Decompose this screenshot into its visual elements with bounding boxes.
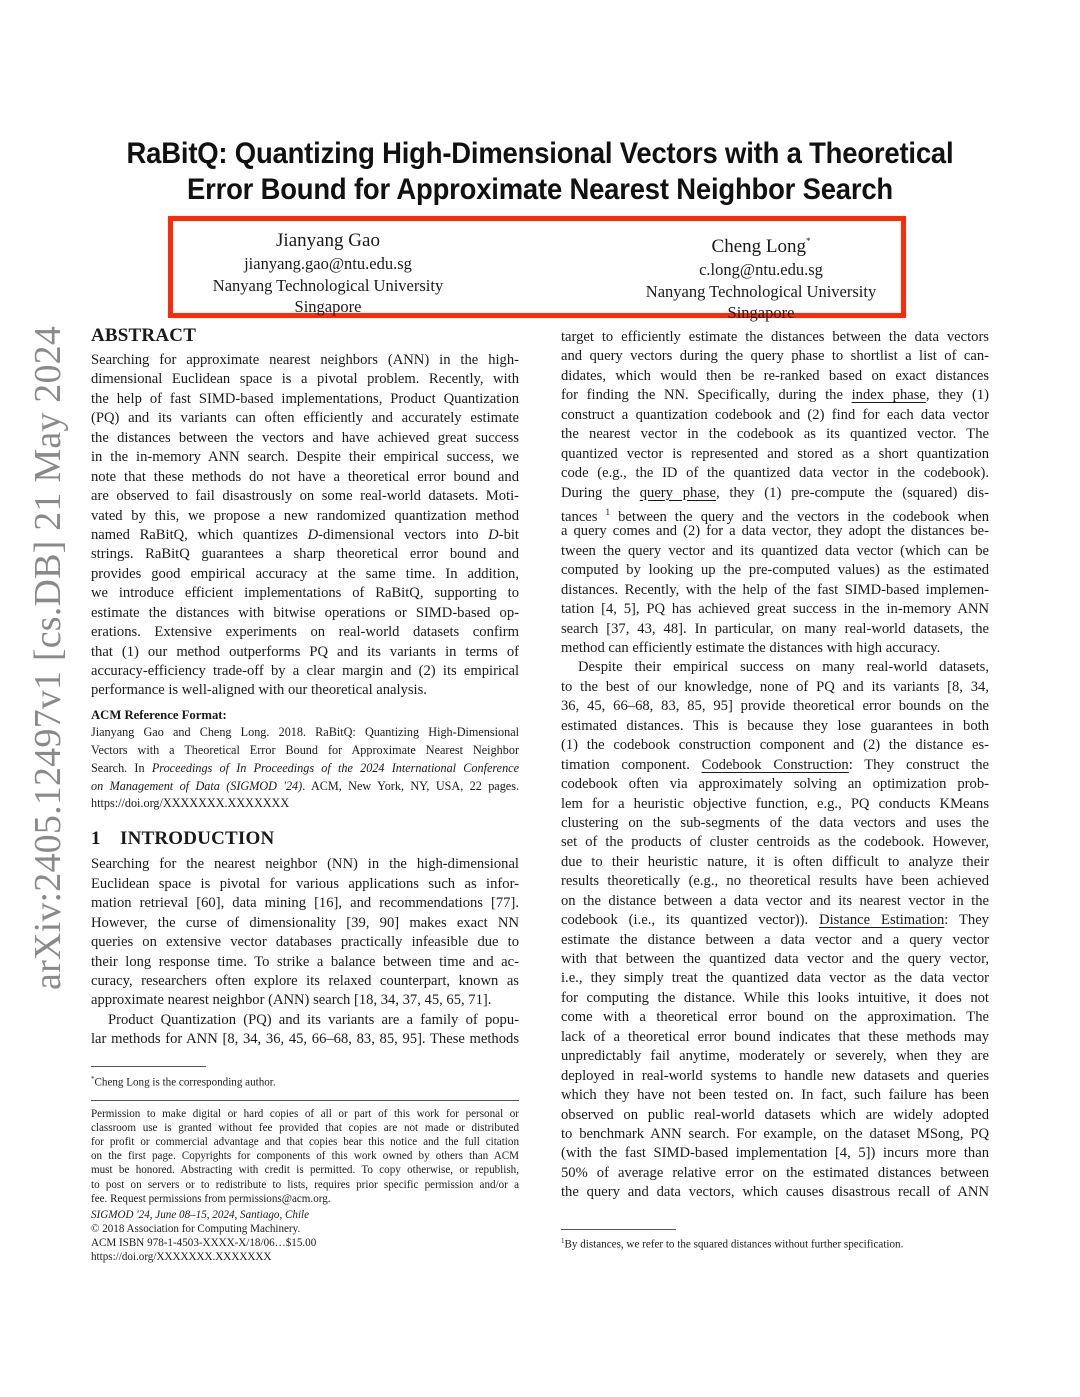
abstract-text: named RaBitQ, which quantizes bbox=[91, 526, 308, 543]
abstract-line: provides good empirical accuracy at the same time. In addition, bbox=[91, 565, 519, 582]
venue-text: SIGMOD '24, June 08–15, 2024, Santiago, Chile bbox=[91, 1208, 310, 1221]
permission-block bbox=[91, 1107, 519, 1206]
paragraph-text: codebook (i.e., its quantized vector)). bbox=[561, 912, 820, 929]
underlined-term: Distance Estimation bbox=[819, 912, 945, 929]
abstract-line: the distances between the vectors and have achieved great success bbox=[91, 429, 519, 446]
paragraph-line: didates, which would then be re-ranked based on exact distances bbox=[561, 367, 989, 384]
footnote-mark: * bbox=[91, 1074, 95, 1083]
arxiv-identifier-stamp: arXiv:2405.12497v1 [cs.DB] 21 May 2024 bbox=[27, 325, 69, 990]
paragraph-line: Product Quantization (PQ) and its variants are a family of popu- bbox=[108, 1011, 519, 1028]
reference-doi-link[interactable]: https://doi.org/XXXXXXX.XXXXXXX bbox=[91, 796, 290, 811]
paragraph-line: clustering on the sub-segments of the data vectors and uses the bbox=[561, 814, 989, 831]
paragraph-text: : They construct the bbox=[848, 756, 989, 773]
author-affiliation: Nanyang Technological University bbox=[212, 275, 444, 295]
paragraph-line: deployed in real-world systems to handle new datasets and queries bbox=[561, 1067, 989, 1084]
paragraph-line: come with a theoretical error bound on the approximation. The bbox=[561, 1009, 989, 1026]
paragraph-line: observed on public real-world datasets which are widely adopted bbox=[561, 1106, 989, 1123]
author-affiliation: Nanyang Technological University bbox=[645, 281, 877, 301]
author-email[interactable]: jianyang.gao@ntu.edu.sg bbox=[244, 254, 412, 273]
paragraph-line: and query vectors during the query phase to shortlist a list of can- bbox=[561, 348, 989, 365]
reference-line: Jianyang Gao and Cheng Long. 2018. RaBitQ: Quantizing High-Dimensional bbox=[91, 724, 519, 739]
footnote-distance bbox=[561, 1234, 989, 1252]
permission-line: classroom use is granted without fee provided that copies are not made or distributed bbox=[91, 1121, 519, 1134]
author-email[interactable]: c.long@ntu.edu.sg bbox=[699, 260, 823, 279]
paragraph-line: to benchmark ANN search. For example, on the dataset MSong, PQ bbox=[561, 1125, 989, 1142]
acm-reference bbox=[91, 707, 519, 813]
math-variable: D bbox=[307, 526, 319, 543]
reference-venue: Proceedings of In Proceedings of the 2024 International Conference bbox=[151, 760, 520, 775]
permission-line: Permission to make digital or hard copies of all or part of this work for personal or bbox=[91, 1107, 519, 1120]
paragraph-line: (1) the codebook construction component and (2) the distance es- bbox=[561, 737, 989, 754]
paragraph-line: estimated distances. This is because they lose guarantees in both bbox=[561, 717, 989, 734]
abstract-line: erations. Extensive experiments on real-world datasets confirm bbox=[91, 624, 519, 641]
abstract-line: we introduce efficient implementations of RaBitQ, supporting to bbox=[91, 585, 519, 602]
author-name: Jianyang Gao bbox=[276, 230, 380, 251]
paragraph-line: queries on extensive vector databases practically infeasible due to bbox=[91, 934, 519, 951]
abstract-line: dimensional Euclidean space is a pivotal problem. Recently, with bbox=[91, 371, 519, 388]
paragraph-line: mation retrieval [60], data mining [16], and recommendations [77]. bbox=[91, 895, 519, 912]
paragraph-line: method can efficiently estimate the distances with high accuracy. bbox=[561, 640, 941, 656]
paragraph-line: lack of a theoretical error bound indicates that these methods may bbox=[561, 1028, 989, 1045]
permission-line: must be honored. Abstracting with credit is permitted. To copy otherwise, or republish, bbox=[91, 1164, 519, 1177]
author-block bbox=[158, 229, 498, 318]
author-name: Cheng Long bbox=[711, 236, 806, 257]
permission-line: on the first page. Copyrights for components of this work owned by others than ACM bbox=[91, 1150, 519, 1163]
abstract-line: are observed to fail disastrously on some real-world datasets. Moti- bbox=[91, 488, 519, 505]
abstract-line: that (1) our method outperforms PQ and its variants in terms of bbox=[91, 643, 519, 660]
authors-highlight-box bbox=[168, 216, 906, 322]
right-column bbox=[561, 328, 989, 1252]
author-country: Singapore bbox=[727, 303, 795, 322]
underlined-term: index phase bbox=[851, 387, 926, 404]
reference-text: Search. In bbox=[91, 760, 152, 775]
doi-link[interactable]: https://doi.org/XXXXXXX.XXXXXXX bbox=[91, 1251, 272, 1264]
footnote-mark: 1 bbox=[561, 1236, 565, 1245]
abstract-line: (PQ) and its variants can often efficiently and accurately estimate bbox=[91, 410, 519, 427]
author-country: Singapore bbox=[294, 297, 362, 316]
paragraph-line bbox=[561, 911, 989, 930]
paragraph-line: 50% of average relative error on the estimated distances between bbox=[561, 1164, 989, 1181]
reference-text: . ACM, New York, NY, USA, 22 pages. bbox=[302, 778, 520, 793]
copyright-line: © 2018 Association for Computing Machinery. bbox=[91, 1223, 301, 1236]
reference-line: Vectors with a Theoretical Error Bound for Approximate Nearest Neighbor bbox=[91, 742, 519, 757]
paragraph-line: curacy, researchers often explore its relaxed counterpart, known as bbox=[91, 972, 519, 989]
paragraph-text: timation component. bbox=[561, 756, 702, 773]
paragraph-line: tation [4, 5], PQ has achieved great success in the in-memory ANN bbox=[561, 601, 989, 618]
introduction-left-body bbox=[91, 855, 519, 1049]
author-block bbox=[591, 229, 931, 324]
acm-reference-heading: ACM Reference Format: bbox=[91, 707, 227, 722]
abstract-line: vated by this, we propose a new randomized quantization method bbox=[91, 507, 519, 524]
paragraph-line: i.e., they simply treat the quantized data vector as the data vector bbox=[561, 970, 989, 987]
permission-meta bbox=[91, 1208, 519, 1265]
paragraph-line: target to efficiently estimate the distances between the data vectors bbox=[561, 329, 989, 345]
permission-line: for profit or commercial advantage and that copies bear this notice and the full citation bbox=[91, 1135, 519, 1148]
paragraph-line: the query and data vectors, which causes disastrous recall of ANN bbox=[561, 1184, 989, 1201]
paragraph-line: which they have not been tested on. In fact, such failure has been bbox=[561, 1087, 989, 1104]
reference-line bbox=[91, 778, 519, 796]
footnote-text: By distances, we refer to the squared distances without further specification. bbox=[564, 1238, 904, 1251]
abstract-line: performance is well-aligned with our theoretical analysis. bbox=[91, 682, 427, 699]
paragraph-line: code (e.g., the ID of the quantized data vector in the codebook). bbox=[561, 465, 989, 482]
abstract-heading: ABSTRACT bbox=[91, 325, 197, 346]
paragraph-line: Despite their empirical success on many real-world datasets, bbox=[578, 659, 989, 676]
footnote-corresponding bbox=[91, 1072, 519, 1090]
paragraph-line: to the best of our knowledge, none of PQ and its variants [8, 34, bbox=[561, 678, 989, 695]
paper-title bbox=[94, 136, 987, 208]
reference-line bbox=[91, 760, 519, 778]
paragraph-line: results theoretically (e.g., no theoretical results have been achieved bbox=[561, 873, 989, 890]
abstract-text: -bit bbox=[498, 526, 519, 543]
abstract-line: in the in-memory ANN search. Despite their empirical success, we bbox=[91, 449, 519, 466]
paragraph-line: lar methods for ANN [8, 34, 36, 45, 66–68, 83, 85, 95]. These methods bbox=[91, 1031, 519, 1048]
paragraph-line: Euclidean space is pivotal for various applications such as infor- bbox=[91, 875, 519, 892]
paragraph-line: their long response time. To strike a balance between time and ac- bbox=[91, 953, 519, 970]
section-number: 1 bbox=[91, 828, 101, 850]
paragraph-line bbox=[561, 386, 989, 405]
abstract-body bbox=[91, 351, 519, 701]
permission-line: fee. Request permissions from permissions@acm.org. bbox=[91, 1192, 331, 1205]
math-variable: D bbox=[488, 526, 499, 543]
paragraph-line: quantized vector is represented and stored as a short quantization bbox=[561, 445, 989, 462]
left-column bbox=[91, 325, 519, 1265]
isbn-line: ACM ISBN 978-1-4503-XXXX-X/18/06…$15.00 bbox=[91, 1237, 317, 1250]
paragraph-line: on the distance between a data vector and its nearest vector in the bbox=[561, 892, 989, 909]
paragraph-text: tances bbox=[561, 508, 606, 525]
paragraph-text: During the bbox=[561, 484, 640, 501]
footnote-text: Cheng Long is the corresponding author. bbox=[94, 1076, 276, 1089]
footnote-rule bbox=[91, 1066, 206, 1067]
footnote-ref[interactable]: 1 bbox=[605, 506, 611, 517]
paragraph-line: codebook often via approximately solving an optimization prob- bbox=[561, 776, 989, 793]
paragraph-line: approximate nearest neighbor (ANN) search [18, 34, 37, 45, 65, 71]. bbox=[91, 992, 492, 1009]
abstract-line: strings. RaBitQ guarantees a sharp theoretical error bound and bbox=[91, 546, 519, 563]
abstract-line: the help of fast SIMD-based implementations, Product Quantization bbox=[91, 390, 519, 407]
permission-rule bbox=[91, 1100, 519, 1101]
paragraph-line: computed by looking up the pre-computed values) as the estimated bbox=[561, 562, 989, 579]
paragraph-line: lem for a heuristic objective function, e.g., PQ conducts KMeans bbox=[561, 795, 989, 812]
footnote-rule bbox=[561, 1229, 676, 1230]
introduction-right-body bbox=[561, 328, 989, 1203]
paragraph-line: set of the products of cluster centroids as the codebook. However, bbox=[561, 834, 989, 851]
underlined-term: Codebook Construction bbox=[701, 756, 849, 773]
abstract-line: note that these methods do not have a theoretical error bound and bbox=[91, 468, 519, 485]
abstract-line: Searching for approximate nearest neighbors (ANN) in the high- bbox=[91, 352, 519, 368]
paragraph-text: , they (1) bbox=[925, 387, 989, 404]
paragraph-line: with that between the quantized data vector and the query vector, bbox=[561, 951, 989, 967]
corresponding-author-mark: * bbox=[805, 236, 811, 246]
abstract-line bbox=[91, 526, 519, 545]
paragraph-line: for computing the distance. While this looks intuitive, it does not bbox=[561, 989, 989, 1006]
paragraph-line: Searching for the nearest neighbor (NN) in the high-dimensional bbox=[91, 856, 519, 873]
paragraph-line: 36, 45, 66–68, 83, 85, 95] provide theoretical error bounds on the bbox=[561, 698, 989, 715]
paragraph-line: tween the query vector and its quantized data vector (which can be bbox=[561, 542, 989, 559]
paragraph-text: for finding the NN. Specifically, during the bbox=[561, 387, 852, 404]
section-title: INTRODUCTION bbox=[120, 828, 275, 850]
paragraph-line bbox=[561, 484, 989, 503]
permission-line: to post on servers or to redistribute to lists, requires prior specific permission and/or a bbox=[91, 1178, 519, 1191]
abstract-line: estimate the distances with bitwise operations or SIMD-based op- bbox=[91, 604, 519, 621]
paragraph-line bbox=[561, 756, 989, 775]
acm-reference-body bbox=[91, 724, 519, 813]
title-line: Error Bound for Approximate Nearest Neighbor Search bbox=[186, 173, 893, 206]
paragraph-line: unpredictably fail anytime, moderately or severely, when they are bbox=[561, 1048, 989, 1065]
paragraph-text: between the query and the vectors in the codebook when bbox=[610, 508, 989, 525]
reference-venue: on Management of Data (SIGMOD '24) bbox=[91, 778, 303, 793]
paragraph-line: a query comes and (2) for a data vector, they adopt the distances be- bbox=[561, 523, 989, 540]
abstract-line: accuracy-efficiency trade-off by a clear margin and (2) its empirical bbox=[91, 663, 519, 679]
paragraph-line: However, the curse of dimensionality [39, 90] makes exact NN bbox=[91, 914, 519, 931]
author-name-line bbox=[591, 229, 931, 259]
paragraph-line: due to their heuristic nature, it is often difficult to analyze their bbox=[561, 853, 989, 870]
abstract-text: -dimensional vectors into bbox=[318, 526, 489, 543]
paragraph-line: construct a quantization codebook and (2) find for each data vector bbox=[561, 406, 989, 423]
conference-venue bbox=[91, 1208, 519, 1222]
paragraph-line: estimate the distance between a data vector and a query vector bbox=[561, 931, 989, 948]
paragraph-line: distances. Recently, with the help of the fast SIMD-based implemen- bbox=[561, 581, 989, 598]
introduction-heading bbox=[91, 828, 519, 850]
paragraph-text: : They bbox=[944, 912, 989, 929]
paragraph-line: search [37, 43, 48]. In particular, on many real-world datasets, the bbox=[561, 620, 989, 637]
paragraph-line: the nearest vector in the codebook as its quantized vector. The bbox=[561, 426, 989, 443]
paragraph-line: (with the fast SIMD-based implementation [4, 5]) incurs more than bbox=[561, 1145, 989, 1162]
paragraph-text: , they (1) pre-compute the (squared) dis- bbox=[715, 484, 989, 501]
underlined-term: query phase bbox=[639, 484, 716, 501]
paragraph-line bbox=[561, 503, 989, 525]
title-line: RaBitQ: Quantizing High-Dimensional Vectors with a Theoretical bbox=[126, 137, 954, 170]
